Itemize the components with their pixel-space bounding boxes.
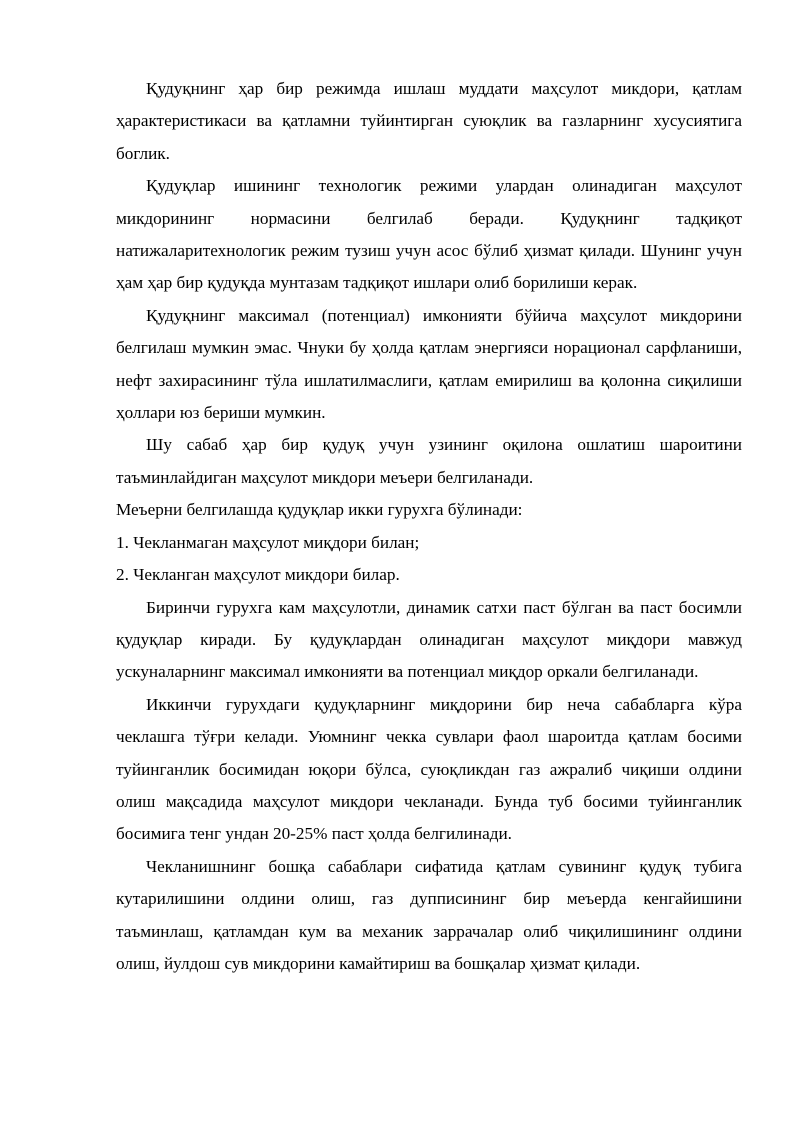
paragraph-7: Иккинчи гурухдаги қудуқларнинг миқдорини бир неча сабабларга кўра чеклашга тўғри келади. Уюмнинг чекка сувлари фаол шароитда қатлам босими туйинганлик босимидан юқори бўлса, суюқликдан газ ажралиб чиқиши олдини олиш мақсадида маҳсулот микдори чекланади. Бунда туб босими туйинганлик босимига тенг ундан 20-25% паст ҳолда белгилинади. — [116, 694, 742, 844]
list-item-1: 1. Чекланмаган маҳсулот миқдори билан; — [116, 532, 420, 552]
paragraph-5: Меъерни белгилашда қудуқлар икки гурухга бўлинади: — [116, 500, 523, 520]
paragraph-3: Қудуқнинг максимал (потенциал) имконияти бўйича маҳсулот микдорини белгилаш мумкин эмас. Чнуки бу ҳолда қатлам энергияси норационал сарфланиши, нефт захирасининг тўла ишлатилмаслиги, қатлам емирилиш ва қолонна сиқилиши ҳоллари юз бериши мумкин. — [116, 305, 742, 423]
paragraph-8: Чекланишнинг бошқа сабаблари сифатида қатлам сувининг қудуқ тубига кутарилишини олдини олиш, газ дупписининг бир меъерда кенгайишини таъминлаш, қатламдан кум ва механик заррачалар олиб чиқилишининг олдини олиш, йулдош сув микдорини камайтириш ва бошқалар ҳизмат қилади. — [116, 856, 742, 973]
paragraph-1: Қудуқнинг ҳар бир режимда ишлаш муддати маҳсулот микдори, қатлам ҳарактеристикаси ва қатламни туйинтирган суюқлик ва газларнинг хусусиятига боглик. — [116, 79, 742, 163]
paragraph-2: Қудуқлар ишининг технологик режими улардан олинадиган маҳсулот микдорининг нормасини белгилаб беради. Қудуқнинг тадқиқот натижаларитехнологик режим тузиш учун асос бўлиб ҳизмат қилади. Шунинг учун ҳам ҳар бир қудуқда мунтазам тадқиқот ишлари олиб борилиши керак. — [116, 176, 742, 293]
document-page — [116, 73, 742, 980]
list-item-2: 2. Чекланган маҳсулот микдори билар. — [116, 565, 400, 585]
paragraph-4: Шу сабаб ҳар бир қудуқ учун узининг оқилона ошлатиш шароитини таъминлайдиган маҳсулот микдори меъери белгиланади. — [116, 435, 742, 487]
paragraph-6: Биринчи гурухга кам маҳсулотли, динамик сатхи паст бўлган ва паст босимли қудуқлар киради. Бу қудуқлардан олинадиган маҳсулот миқдори мавжуд ускуналарнинг максимал имконияти ва потенциал миқдор оркали белгиланади. — [116, 597, 742, 682]
